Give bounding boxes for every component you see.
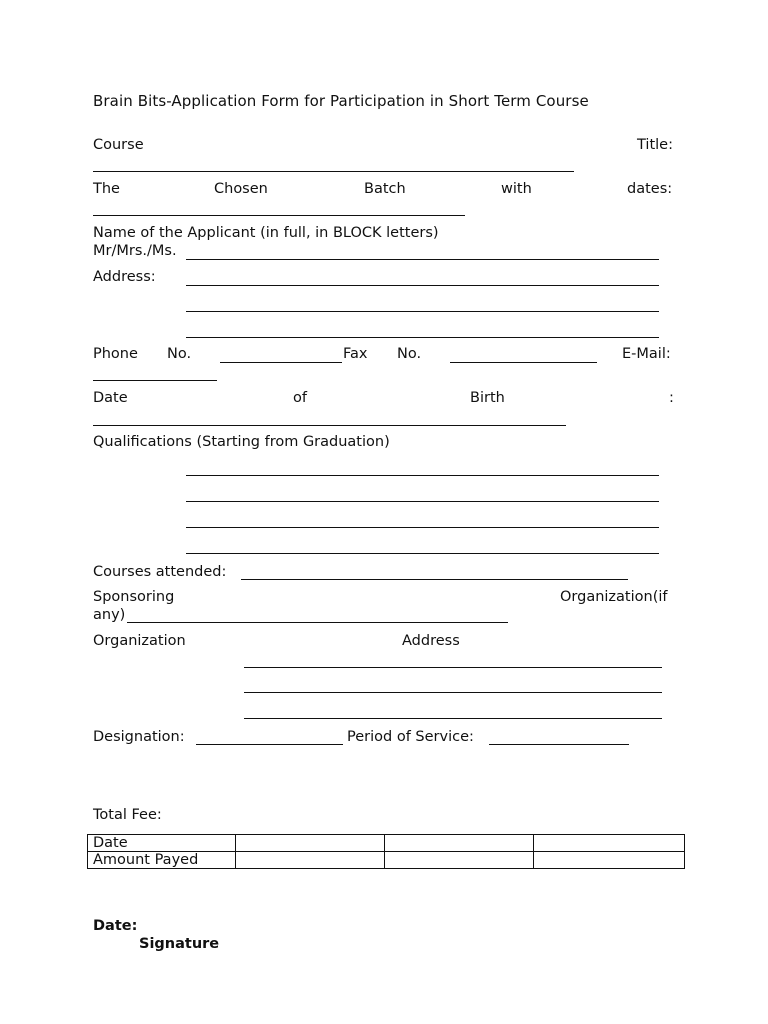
sponsoring-label: Sponsoring (93, 589, 175, 605)
fax-no-label: No. (397, 346, 422, 362)
signature-label: Signature (139, 936, 220, 952)
title-label: Title: (637, 137, 673, 153)
batch-dates-field[interactable] (93, 215, 465, 216)
fee-table (87, 834, 685, 869)
address-field-line-2[interactable] (186, 311, 659, 312)
table-row (88, 852, 685, 869)
applicant-name-field[interactable] (186, 259, 659, 260)
period-of-service-field[interactable] (489, 744, 629, 745)
dob-label-word-of: of (293, 390, 307, 406)
dob-label-word-date: Date (93, 390, 128, 406)
organization-address-field-line-3[interactable] (244, 718, 662, 719)
salutation-label: Mr/Mrs./Ms. (93, 243, 177, 259)
date-label: Date: (93, 918, 138, 934)
organization-address-label: Address (402, 633, 460, 649)
course-title-field[interactable] (93, 171, 574, 172)
dob-field[interactable] (93, 425, 566, 426)
fax-label: Fax (343, 346, 368, 362)
batch-label-word-chosen: Chosen (214, 181, 268, 197)
fee-cell[interactable] (236, 852, 385, 869)
sponsoring-any-label: any) (93, 607, 126, 623)
designation-label: Designation: (93, 729, 185, 745)
fee-cell[interactable] (534, 835, 685, 852)
qualifications-label: Qualifications (Starting from Graduation) (93, 434, 390, 450)
fee-cell[interactable] (385, 852, 534, 869)
organization-address-field-line-2[interactable] (244, 692, 662, 693)
organization-address-field-line-1[interactable] (244, 667, 662, 668)
batch-label-word-dates: dates: (627, 181, 673, 197)
qualifications-field-line-1[interactable] (186, 475, 659, 476)
total-fee-label: Total Fee: (93, 807, 162, 823)
batch-label-word-the: The (93, 181, 120, 197)
applicant-name-label: Name of the Applicant (in full, in BLOCK letters) (93, 225, 439, 241)
fee-row-label: Date (88, 835, 236, 852)
phone-label: Phone (93, 346, 138, 362)
qualifications-field-line-2[interactable] (186, 501, 659, 502)
dob-label-word-birth: Birth (470, 390, 505, 406)
qualifications-field-line-4[interactable] (186, 553, 659, 554)
phone-field[interactable] (220, 362, 342, 363)
email-field[interactable] (93, 380, 217, 381)
fee-cell[interactable] (236, 835, 385, 852)
organization-label: Organization (93, 633, 186, 649)
phone-no-label: No. (167, 346, 192, 362)
course-label: Course (93, 137, 144, 153)
dob-label-colon: : (669, 390, 674, 406)
sponsoring-organization-field[interactable] (127, 622, 508, 623)
courses-attended-label: Courses attended: (93, 564, 227, 580)
table-row (88, 835, 685, 852)
address-field-line-1[interactable] (186, 285, 659, 286)
designation-field[interactable] (196, 744, 343, 745)
fax-field[interactable] (450, 362, 597, 363)
batch-label-word-batch: Batch (364, 181, 406, 197)
address-label: Address: (93, 269, 156, 285)
courses-attended-field[interactable] (241, 579, 628, 580)
qualifications-field-line-3[interactable] (186, 527, 659, 528)
address-field-line-3[interactable] (186, 337, 659, 338)
fee-cell[interactable] (534, 852, 685, 869)
fee-row-label: Amount Payed (88, 852, 236, 869)
batch-label-word-with: with (501, 181, 532, 197)
fee-cell[interactable] (385, 835, 534, 852)
period-of-service-label: Period of Service: (347, 729, 474, 745)
email-label: E-Mail: (622, 346, 671, 362)
form-title: Brain Bits-Application Form for Participation in Short Term Course (93, 92, 589, 110)
sponsoring-organization-label: Organization(if (560, 589, 668, 605)
